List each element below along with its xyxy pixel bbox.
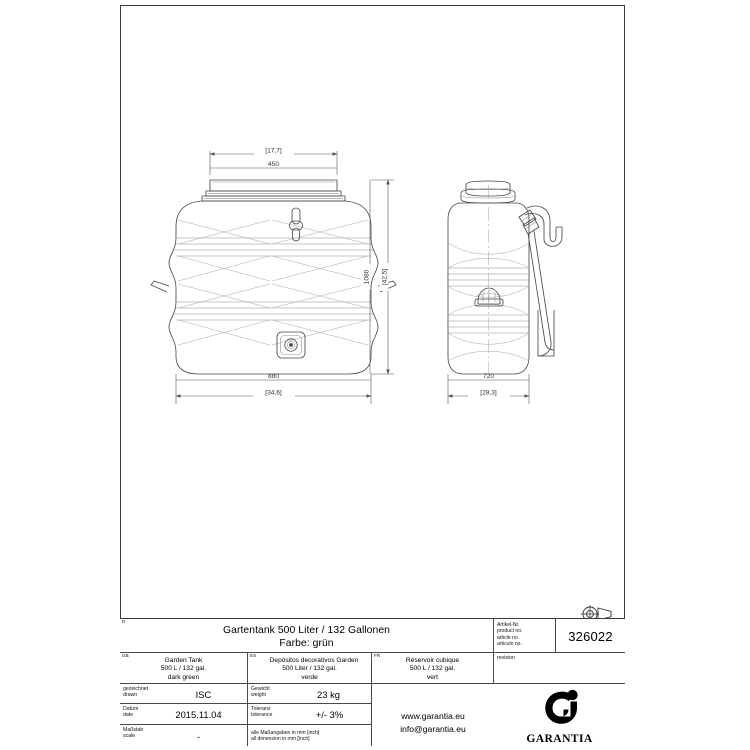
side-view-geometry (447, 181, 562, 374)
tolerance-cell (248, 704, 372, 725)
dim-top-width-mm: 450 (267, 161, 280, 168)
drawn-value: ISC (195, 689, 212, 700)
article-number-cell (556, 619, 625, 653)
date-cell (120, 704, 248, 725)
weight-label-en: weight (251, 692, 266, 699)
scale-value: - (196, 731, 201, 742)
lang-tag-gb: GB (122, 653, 129, 658)
lang-tag-de: D (122, 619, 126, 624)
lang-tag-fr: FR (374, 653, 381, 658)
overflow-pipe-side (519, 206, 562, 356)
dim-depth-mm: 720 (482, 373, 495, 380)
weight-label-de: Gewicht (251, 686, 270, 692)
title-gb-line2: 500 L / 132 gal. (160, 665, 207, 673)
tolerance-label-en: tolerance (251, 712, 273, 719)
dim-top-width-inch: [17,7] (265, 147, 282, 155)
units-line-en: all dimension in mm [inch] (251, 736, 310, 743)
vent-fitting-front (290, 208, 303, 241)
title-es-line3: verde (301, 673, 318, 681)
email-text: info@garantia.eu (400, 723, 466, 734)
contact-cell (372, 684, 494, 746)
front-view-dimensions (176, 148, 394, 405)
weight-cell (248, 684, 372, 704)
logo-cell (494, 684, 625, 746)
dim-depth-inch: [28,3] (480, 389, 497, 397)
dim-height-inch: [42,5] (381, 268, 389, 286)
title-de-line1: Gartentank 500 Liter / 132 Gallonen (223, 625, 390, 636)
title-es-line2: 500 Liter / 132 gal. (282, 665, 337, 673)
tolerance-value: +/- 3% (315, 709, 344, 720)
title-gb-line3: dark green (167, 673, 200, 681)
tolerance-label-de: Toleranz (251, 706, 271, 712)
title-gb-line1: Garden Tank (164, 657, 203, 664)
title-block (120, 618, 625, 745)
title-cell-de (120, 619, 494, 653)
scale-cell (120, 725, 248, 746)
date-label-de: Datum (123, 706, 139, 712)
drawn-label-de: gezeichnet (123, 686, 149, 692)
title-fr-line2: 500 L / 132 gal. (409, 665, 456, 673)
dim-width-inch: [34,6] (265, 389, 282, 397)
scale-label-en: scale (123, 733, 136, 740)
lang-tag-es: ES (250, 653, 257, 658)
dim-height-mm: 1080 (363, 269, 371, 285)
tap-outlet-front (277, 332, 305, 358)
drawn-label-en: drawn (123, 692, 138, 699)
website-text: www.garantia.eu (401, 711, 465, 721)
article-number: 326022 (568, 629, 613, 644)
title-cell-es (248, 653, 372, 684)
drawn-cell (120, 684, 248, 704)
side-view-dimensions (448, 373, 529, 404)
article-label-es: articulo no. (497, 641, 522, 648)
revision-label: revision (497, 655, 515, 661)
article-label-en: product no. (497, 628, 523, 635)
weight-value: 23 kg (317, 689, 340, 700)
garantia-g-icon (537, 689, 583, 727)
title-de-line2: Farbe: grün (279, 638, 334, 649)
title-fr-line3: vert (427, 673, 438, 681)
title-cell-fr (372, 653, 494, 684)
front-view-geometry (151, 180, 396, 374)
article-label-de: Artikel-Nr. (497, 622, 520, 628)
units-cell (248, 725, 372, 746)
date-value: 2015.11.04 (175, 709, 222, 720)
date-label-en: date (123, 712, 134, 719)
units-line-de: alle Maßangaben in mm [inch] (251, 730, 320, 736)
title-cell-gb (120, 653, 248, 684)
dim-width-mm: 880 (267, 373, 280, 380)
scale-label-de: Maßstab (123, 727, 144, 733)
garantia-wordmark: GARANTIA (526, 732, 593, 745)
title-fr-line1: Réservoir cubique (405, 657, 460, 664)
revision-cell (494, 653, 625, 684)
article-label-en2: article no. (497, 634, 520, 641)
title-es-line1: Depósitos decorativos Garden (269, 657, 359, 664)
article-label-cell (494, 619, 556, 653)
